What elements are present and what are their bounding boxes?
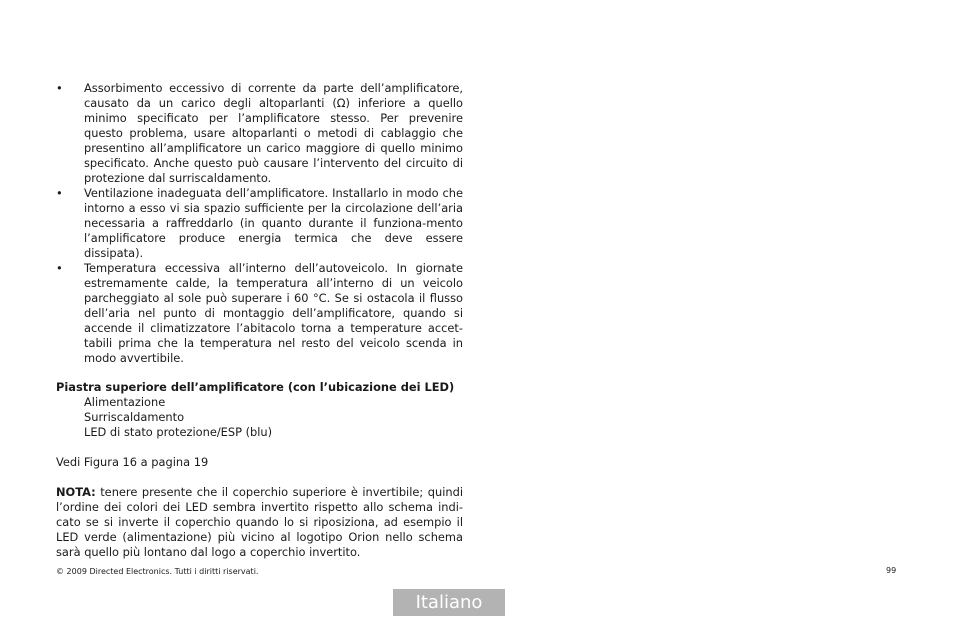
led-item-protection: LED di stato protezione/ESP (blu) <box>84 425 273 439</box>
language-tab: Italiano <box>393 589 505 616</box>
copyright-footer: © 2009 Directed Electronics. Tutti i diritti riservati. <box>56 567 259 576</box>
led-list <box>84 395 272 440</box>
led-item-thermal: Surriscaldamento <box>84 410 185 424</box>
bullet-item <box>56 186 463 261</box>
bullet-marker: • <box>56 81 63 95</box>
note-label: NOTA: <box>56 485 96 499</box>
bullet-list <box>56 81 463 366</box>
figure-reference: Vedi Figura 16 a pagina 19 <box>56 455 209 469</box>
bullet-text: Assorbimento eccessivo di corrente da parte dell’amplificatore, causato da un carico degli altoparlanti (Ω) inferiore a quello minimo specificato per l’amplificatore stesso. Per prevenire questo problema, usare altoparlanti o metodi di cablaggio che presentino all’amplificatore un carico maggiore di quello minimo specificato. Anche questo può causare l’intervento del circuito di protezione dal surriscaldamento. <box>84 81 463 185</box>
bullet-marker: • <box>56 186 63 200</box>
bullet-text: Ventilazione inadeguata dell’amplificatore. Installarlo in modo che intorno a esso vi sia spazio sufficiente per la circolazione dell’aria necessaria a raffreddarlo (in quanto durante il funziona-mento l’amplificatore produce energia termica che deve essere dissipata). <box>84 186 463 260</box>
bullet-text: Temperatura eccessiva all’interno dell’autoveicolo. In giornate estremamente calde, la temperatura all’interno di un veicolo parcheggiato al sole può superare i 60 °C. Se si ostacola il flusso dell’aria nel punto di montaggio dell’amplificatore, quando si accende il climatizzatore l’abitacolo torna a temperature accet-tabili prima che la temperatura nel resto del veicolo scenda in modo avvertibile. <box>84 261 463 365</box>
bullet-item <box>56 261 463 366</box>
bullet-marker: • <box>56 261 63 275</box>
bullet-item <box>56 81 463 186</box>
note-paragraph <box>56 485 463 560</box>
page-number: 99 <box>886 566 897 575</box>
led-section-heading: Piastra superiore dell’amplificatore (con l’ubicazione dei LED) <box>56 380 455 394</box>
led-item-power: Alimentazione <box>84 395 166 409</box>
note-text: tenere presente che il coperchio superiore è invertibile; quindi l’ordine dei colori dei LED sembra invertito rispetto allo schema indi-cato se si inverte il coperchio quando lo si riposiziona, ad esempio il LED verde (alimentazione) più vicino al logotipo Orion nello schema sarà quello più lontano dal logo a coperchio invertito. <box>56 485 463 559</box>
